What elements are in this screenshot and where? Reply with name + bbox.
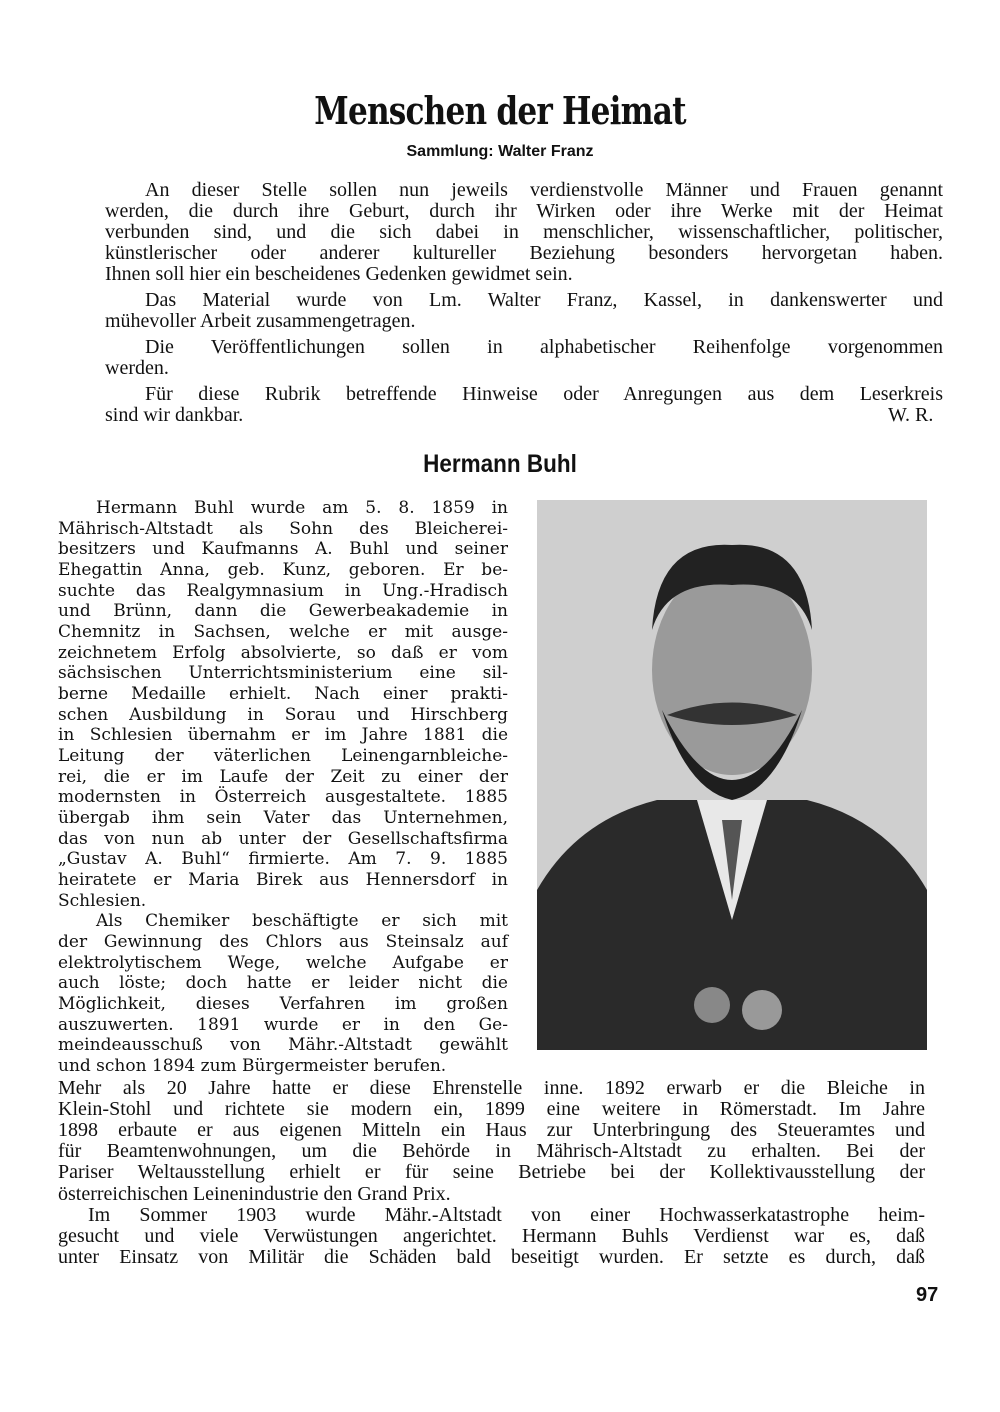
text-line: werden. [105,357,169,379]
text-line: und Brünn, dann die Gewerbeakademie in [58,601,508,622]
text-line: besitzers und Kaufmanns A. Buhl und seiner [58,539,508,560]
text-line: 1898 erbaute er aus eigenen Mitteln ein Haus zur Unterbringung des Steueramtes und [58,1119,925,1142]
text-line: suchte das Realgymnasium in Ung.-Hradisch [58,580,508,601]
text-line: elektrolytischem Wege, welche Aufgabe er [58,952,508,973]
text-line: Mährisch-Altstadt als Sohn des Bleicherei- [58,518,508,539]
text-line: auch löste; doch hatte er leider nicht die [58,973,508,994]
text-line: werden, die durch ihre Geburt, durch ihr Wirken oder ihre Werke mit der Heimat [105,200,943,222]
text-line: An dieser Stelle sollen nun jeweils verdienstvolle Männer und Frauen genannt [145,179,943,201]
text-line: in Schlesien übernahm er im Jahre 1881 die [58,725,508,746]
text-line: das von nun ab unter der Gesellschaftsfirma [58,828,508,849]
text-line: sächsischen Unterrichtsministerium eine sil- [58,663,508,684]
text-line: Klein-Stohl und richtete sie modern ein, 1899 eine weitere in Römerstadt. Im Jahre [58,1098,925,1121]
text-line: Als Chemiker beschäftigte er sich mit [96,911,508,932]
text-line: Für diese Rubrik betreffende Hinweise oder Anregungen aus dem Leserkreis [145,383,943,405]
text-line: Pariser Weltausstellung erhielt er für seine Betriebe bei der Kollektivausstellung der [58,1161,925,1184]
text-line: mühevoller Arbeit zusammengetragen. [105,310,416,332]
text-line: gesucht und viele Verwüstungen angerichtet. Hermann Buhls Verdienst war es, daß [58,1224,925,1247]
text-line: sind wir dankbar. [105,404,244,426]
text-line: Ihnen soll hier ein bescheidenes Gedenken gewidmet sein. [105,263,573,285]
text-line: Leitung der väterlichen Leinengarnbleiche- [58,746,508,767]
signature: W. R. [888,404,934,426]
text-line: österreichischen Leinenindustrie den Grand Prix. [58,1182,451,1205]
text-line: und schon 1894 zum Bürgermeister berufen. [58,1056,447,1077]
text-line: Chemnitz in Sachsen, welche er mit ausge- [58,622,508,643]
text-line: modernsten in Österreich ausgestaltete. 1885 [58,787,508,808]
medal-right [742,990,782,1030]
text-line: zeichnetem Erfolg absolvierte, so daß er vom [58,642,508,663]
text-line: „Gustav A. Buhl“ firmierte. Am 7. 9. 1885 [58,849,508,870]
text-line: Die Veröffentlichungen sollen in alphabetischer Reihenfolge vorgenommen [145,336,943,358]
page-title: Menschen der Heimat [314,88,686,133]
text-line: Im Sommer 1903 wurde Mähr.-Altstadt von einer Hochwasserkatastrophe heim- [88,1203,925,1226]
page-number: 97 [916,1284,939,1306]
text-line: Schlesien. [58,890,147,911]
text-line: Das Material wurde von Lm. Walter Franz, Kassel, in dankenswerter und [145,289,943,311]
text-line: heiratete er Maria Birek aus Hennersdorf in [58,870,508,891]
medal-left [694,987,730,1023]
text-line: berne Medaille erhielt. Nach einer prakti- [58,684,508,705]
text-line: Ehegattin Anna, geb. Kunz, geboren. Er be- [58,560,508,580]
text-line: für Beamtenwohnungen, um die Behörde in Mährisch-Altstadt zu erhalten. Bei der [58,1140,925,1163]
text-line: meindeausschuß von Mähr.-Altstadt gewählt [58,1035,508,1056]
subtitle: Sammlung: Walter Franz [406,143,594,160]
text-line: Hermann Buhl wurde am 5. 8. 1859 in [96,498,508,518]
text-line: schen Ausbildung in Sorau und Hirschberg [58,704,508,725]
text-line: unter Einsatz von Militär die Schäden bald beseitigt wurden. Er setzte es durch, daß [58,1245,925,1268]
text-line: Mehr als 20 Jahre hatte er diese Ehrenstelle inne. 1892 erwarb er die Bleiche in [58,1077,925,1099]
text-line: künstlerischer oder anderer kultureller Beziehung besonders hervorgetan haben. [105,242,943,264]
text-line: auszuwerten. 1891 wurde er in den Ge- [58,1014,508,1035]
text-line: übergab ihm sein Vater das Unternehmen, [58,808,508,829]
article-heading: Hermann Buhl [423,450,577,478]
portrait-photo [537,500,927,1050]
text-line: rei, die er im Laufe der Zeit zu einer der [58,766,508,787]
text-line: verbunden sind, und die sich dabei in menschlicher, wissenschaftlicher, politischer, [105,221,943,243]
text-line: der Gewinnung des Chlors aus Steinsalz auf [58,932,508,953]
text-line: Möglichkeit, dieses Verfahren im großen [58,994,508,1015]
